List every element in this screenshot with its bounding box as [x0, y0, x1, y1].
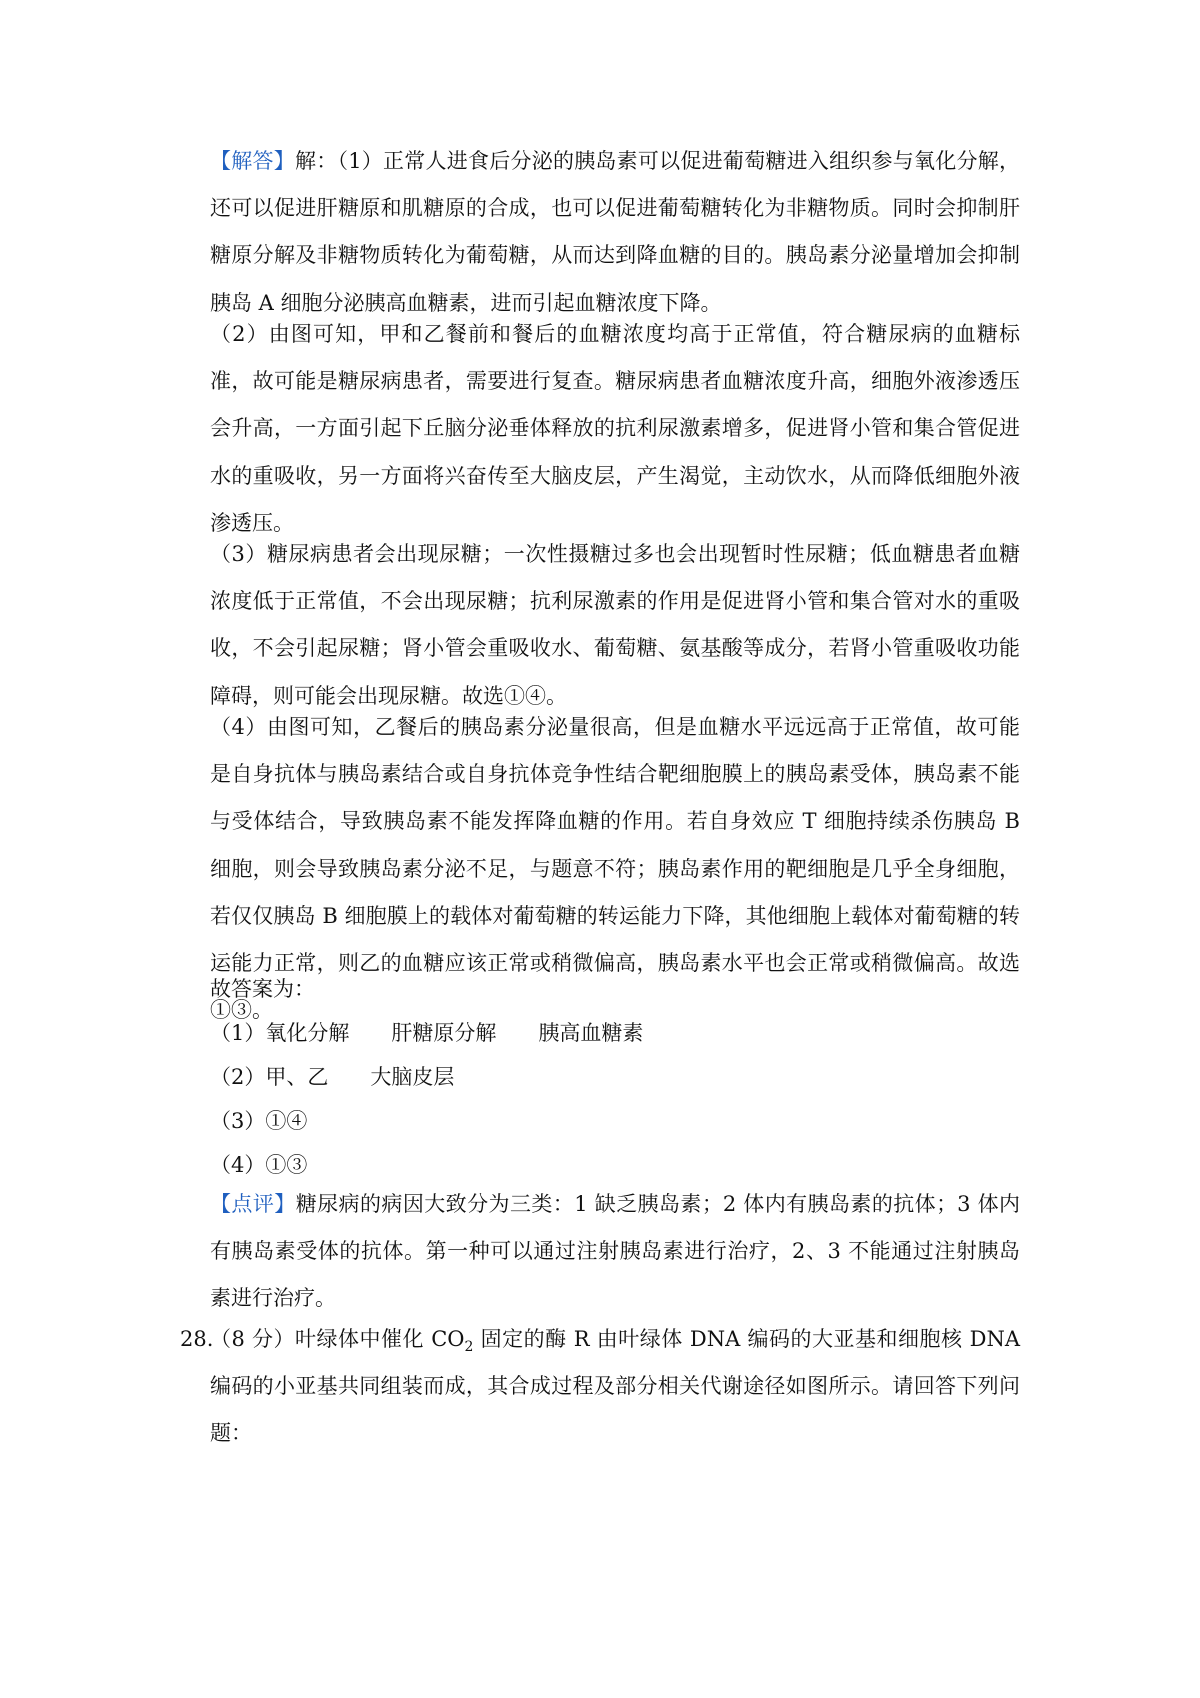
comment-tag: 【点评】: [210, 1192, 296, 1216]
answer-summary-4: （4）①③: [210, 1153, 308, 1177]
answer-part-2: [210, 311, 1020, 547]
answer-text-1: 解：（1）正常人进食后分泌的胰岛素可以促进葡萄糖进入组织参与氧化分解，还可以促进肝糖原和肌糖原的合成，也可以促进葡萄糖转化为非糖物质。同时会抑制肝糖原分解及非糖物质转化为葡萄糖，从而达到降血糖的目的。胰岛素分泌量增加会抑制胰岛 A 细胞分泌胰高血糖素，进而引起血糖浓度下降。: [210, 149, 1021, 315]
answer-paragraph-2: （2）由图可知，甲和乙餐前和餐后的血糖浓度均高于正常值，符合糖尿病的血糖标准，故可能是糖尿病患者，需要进行复查。糖尿病患者血糖浓度升高，细胞外液渗透压会升高，一方面引起下丘脑分泌垂体释放的抗利尿激素增多，促进肾小管和集合管促进水的重吸收，另一方面将兴奋传至大脑皮层，产生渴觉，主动饮水，从而降低细胞外液渗透压。: [210, 322, 1020, 535]
answer-paragraph-3: （3）糖尿病患者会出现尿糖；一次性摄糖过多也会出现暂时性尿糖；低血糖患者血糖浓度低于正常值，不会出现尿糖；抗利尿激素的作用是促进肾小管和集合管对水的重吸收，不会引起尿糖；肾小管会重吸收水、葡萄糖、氨基酸等成分，若肾小管重吸收功能障碍，则可能会出现尿糖。故选①④。: [210, 542, 1020, 708]
comment-text: 糖尿病的病因大致分为三类：1 缺乏胰岛素；2 体内有胰岛素的抗体；3 体内有胰岛素受体的抗体。第一种可以通过注射胰岛素进行治疗，2、3 不能通过注射胰岛素进行治疗。: [210, 1192, 1020, 1311]
answer-paragraph-4: （4）由图可知，乙餐后的胰岛素分泌量很高，但是血糖水平远远高于正常值，故可能是自身抗体与胰岛素结合或自身抗体竞争性结合靶细胞膜上的胰岛素受体，胰岛素不能与受体结合，导致胰岛素不能发挥降血糖的作用。若自身效应 T 细胞持续杀伤胰岛 B 细胞，则会导致胰岛素分泌不足，与题意不符；胰岛素作用的靶细胞是几乎全身细胞，若仅仅胰岛 B 细胞膜上的载体对葡萄糖的转运能力下降，其他细胞上载体对葡萄糖的转运能力正常，则乙的血糖应该正常或稍微偏高，胰岛素水平也会正常或稍微偏高。故选①③。: [210, 715, 1020, 1023]
question-28-text: [210, 1316, 1020, 1458]
answer-summary-2: （2）甲、乙 大脑皮层: [210, 1065, 455, 1089]
comment-section: [210, 1181, 1020, 1323]
answer-summary-label: 故答案为：: [210, 977, 315, 1001]
question-28: [210, 1316, 1020, 1458]
answer-paragraph-1: [210, 138, 1020, 327]
answer-part-4: [210, 704, 1020, 1034]
question-28-text-before: （8 分）叶绿体中催化 CO: [210, 1327, 465, 1351]
answer-summary-1: （1）氧化分解 肝糖原分解 胰高血糖素: [210, 1021, 644, 1045]
answer-summary-3: （3）①④: [210, 1109, 308, 1133]
answer-tag: 【解答】: [210, 149, 295, 173]
question-28-text-after: 固定的酶 R 由叶绿体 DNA 编码的大亚基和细胞核 DNA 编码的小亚基共同组装而成，其合成过程及部分相关代谢途径如图所示。请回答下列问题：: [210, 1327, 1020, 1446]
question-number: 28.: [180, 1327, 214, 1351]
answer-section: [210, 138, 1020, 327]
question-28-subscript: 2: [464, 1339, 474, 1356]
comment-paragraph: [210, 1181, 1020, 1323]
answer-part-3: [210, 531, 1020, 720]
